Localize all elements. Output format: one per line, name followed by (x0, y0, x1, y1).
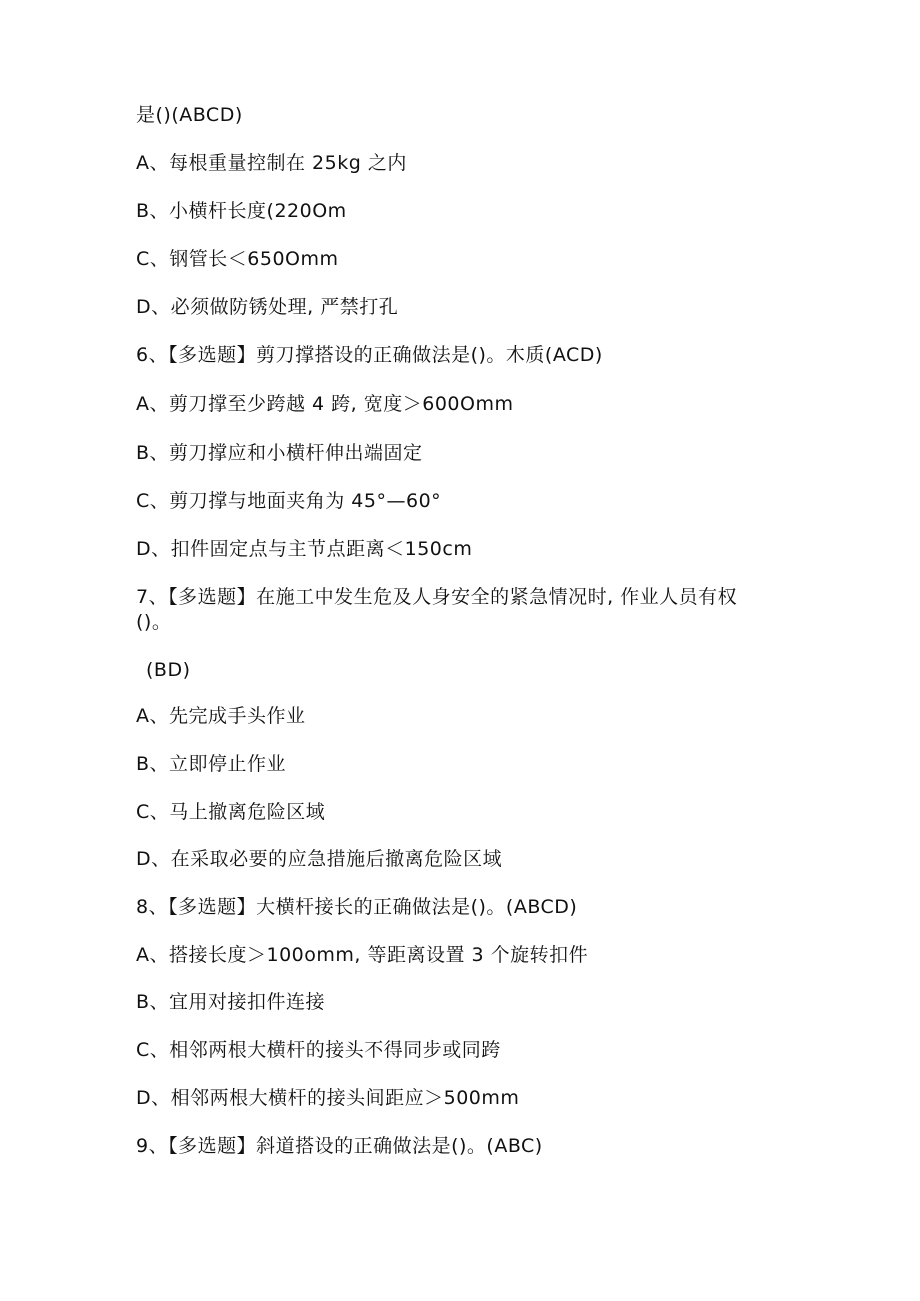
q5-option-d: D、必须做防锈处理, 严禁打孔 (136, 296, 399, 318)
q5-option-b: B、小横杆长度(220Om (136, 200, 347, 222)
q6-option-a: A、剪刀撑至少跨越 4 跨, 宽度＞600Omm (136, 393, 514, 415)
q8-option-b: B、宜用对接扣件连接 (136, 991, 326, 1013)
question-6-stem: 6、【多选题】剪刀撑搭设的正确做法是()。木质(ACD) (136, 344, 603, 366)
question-8-stem: 8、【多选题】大横杆接长的正确做法是()。(ABCD) (136, 896, 578, 918)
question-5-stem-end: 是()(ABCD) (136, 104, 243, 126)
q5-option-a: A、每根重量控制在 25kg 之内 (136, 152, 407, 174)
q8-option-d: D、相邻两根大横杆的接头间距应＞500mm (136, 1087, 520, 1109)
q6-option-c: C、剪刀撑与地面夹角为 45°—60° (136, 490, 442, 512)
q8-option-c: C、相邻两根大横杆的接头不得同步或同跨 (136, 1039, 501, 1061)
q7-option-d: D、在采取必要的应急措施后撤离危险区域 (136, 848, 503, 870)
q6-option-d: D、扣件固定点与主节点距离＜150cm (136, 538, 473, 560)
q7-option-c: C、马上撤离危险区域 (136, 801, 326, 823)
q5-option-c: C、钢管长＜650Omm (136, 248, 339, 270)
question-7-stem: 7、【多选题】在施工中发生危及人身安全的紧急情况时, 作业人员有权 (136, 586, 738, 608)
q6-option-b: B、剪刀撑应和小横杆伸出端固定 (136, 442, 423, 464)
question-7-answer: (BD) (146, 659, 191, 681)
q7-option-a: A、先完成手头作业 (136, 705, 306, 727)
question-7-stem-cont: ()。 (136, 611, 172, 633)
question-9-stem: 9、【多选题】斜道搭设的正确做法是()。(ABC) (136, 1135, 543, 1157)
q8-option-a: A、搭接长度＞100omm, 等距离设置 3 个旋转扣件 (136, 944, 589, 966)
q7-option-b: B、立即停止作业 (136, 753, 287, 775)
